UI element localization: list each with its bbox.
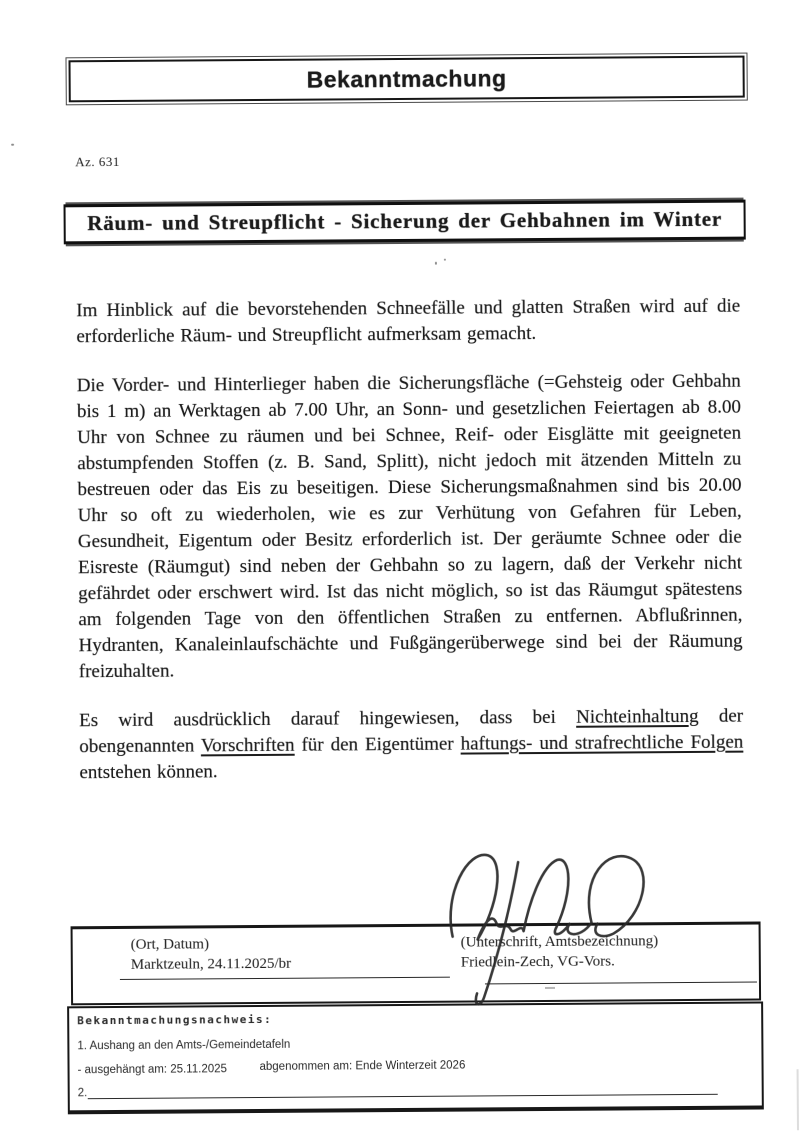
proof-item-two	[78, 1082, 718, 1099]
banner-title: Bekanntmachung	[306, 65, 507, 93]
handwritten-signature	[430, 840, 683, 1012]
scan-speck	[444, 259, 446, 261]
place-date-signature-line	[120, 977, 450, 980]
place-date-value: Marktzeuln, 24.11.2025/br	[130, 955, 292, 973]
proof-item-posting: 1. Aushang an den Amts-/Gemeindetafeln	[77, 1038, 291, 1053]
proof-removed-date: abgenommen am: Ende Winterzeit 2026	[259, 1059, 466, 1073]
signer-label: (Unterschrift, Amtsbezeichnung)	[460, 933, 659, 951]
paragraph-duties: Die Vorder- und Hinterlieger haben die Sicherungsfläche (=Gehsteig oder Gehbahn bis 1 m) an Werktagen ab 7.00 Uhr, an Sonn- und gesetzlichen Feiertagen ab 8.00 Uhr von Schnee zu räumen und bei Schnee, Reif- oder Eisglätte mit geeigneten abstumpfenden Stoffen (z. B. Sand, Splitt), nicht jedoch mit ätzenden Mitteln zu bestreuen oder das Eis zu beseitigen. Diese Sicherungsmaßnahmen sind bis 20.00 Uhr so oft zu wiederholen, wie es zur Verhütung von Gefahren für Leben, Gesundheit, Eigentum oder Besitz erforderlich ist. Der geräumte Schnee oder die Eisreste (Räumgut) sind neben der Gehbahn so zu lagern, daß der Verkehr nicht gefährdet oder erschwert wird. Ist das nicht möglich, so ist das Räumgut spätestens am folgenden Tage von den öffentlichen Straßen zu entfernen. Abflußrinnen, Hydranten, Kanaleinlaufschächte und Fußgängerüberwege sind bei der Räumung freizuhalten.	[76, 370, 743, 683]
headline-title: Räum- und Streupflicht - Sicherung der Gehbahnen im Winter	[87, 206, 723, 236]
headline-box	[64, 200, 746, 245]
signer-name: Friedlein-Zech, VG-Vors.	[460, 953, 615, 971]
paragraph-intro: Im Hinblick auf die bevorstehenden Schneefälle und glatten Straßen wird auf die erforderliche Räum- und Streupflicht aufmerksam gemacht.	[76, 295, 741, 348]
place-date-label: (Ort, Datum)	[130, 936, 210, 953]
body-text-column	[76, 294, 744, 810]
proof-item-two-prefix: 2.	[77, 1087, 88, 1100]
scan-speck	[435, 262, 437, 265]
place-date-column	[131, 934, 292, 975]
scanner-edge-artifact	[797, 1069, 799, 1130]
paragraph-warning: Es wird ausdrücklich darauf hingewiesen, dass bei Nichteinhaltung der obengenannten Vorschriften für den Eigentümer haftungs- und strafrechtliche Folgen entstehen können.	[79, 705, 744, 784]
proof-item-two-blank-line	[87, 1082, 717, 1099]
file-reference: Az. 631	[75, 153, 120, 170]
announcement-proof-box	[67, 1001, 764, 1114]
proof-posted-date: - ausgehängt am: 25.11.2025	[77, 1063, 227, 1077]
proof-heading: Bekanntmachungsnachweis:	[77, 1012, 273, 1028]
banner-box	[69, 56, 745, 103]
scan-speck	[11, 144, 14, 146]
